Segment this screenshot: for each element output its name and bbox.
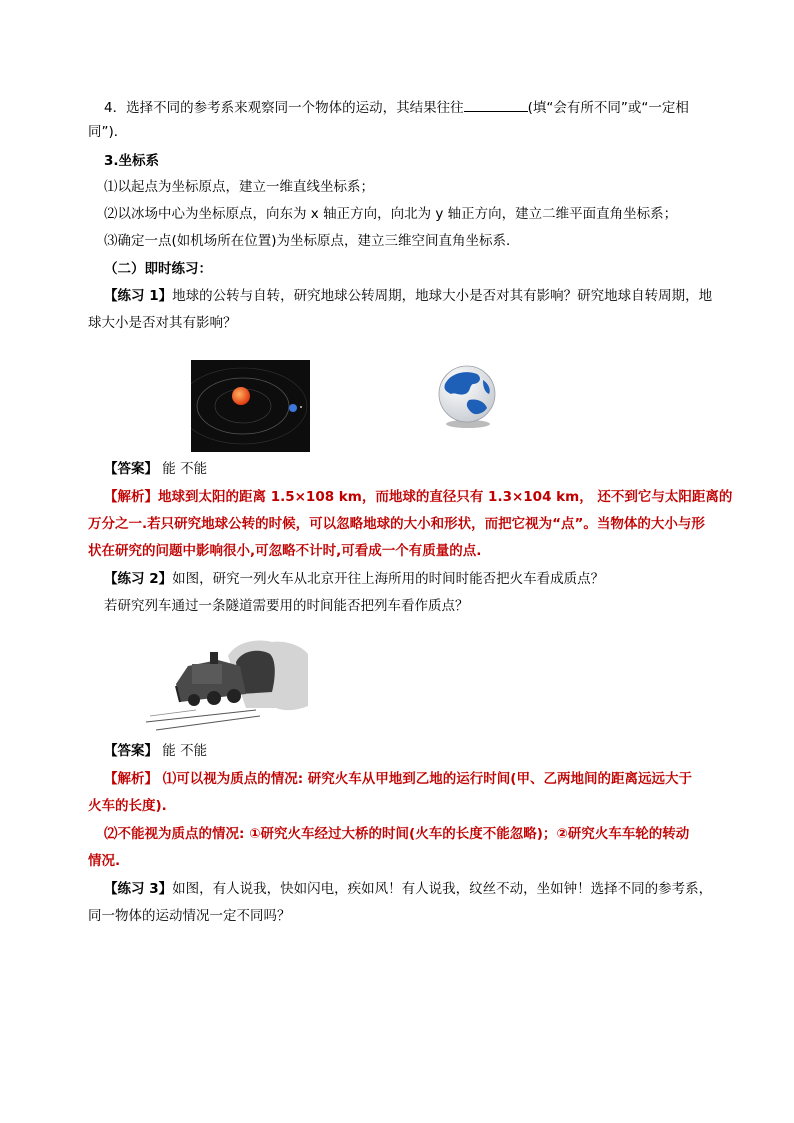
coord-p3: ⑶确定一点(如机场所在位置)为坐标原点，建立三维空间直角坐标系． [104, 233, 520, 249]
ex1-analysis-line2: 万分之一.若只研究地球公转的时候，可以忽略地球的大小和形状，而把它视为“点”。当物体的大小与形 [88, 516, 705, 532]
solar-system-figure [191, 360, 310, 452]
ex2-answer: 【答案】 能 不能 [104, 743, 208, 759]
ex1-answer: 【答案】 能 不能 [104, 461, 208, 477]
ex2-analysis-line1: 【解析】 ⑴可以视为质点的情况: 研究火车从甲地到乙地的运行时间(甲、乙两地间的距离远远大于 [104, 771, 692, 787]
ex1-question-line2: 球大小是否对其有影响？ [88, 315, 237, 331]
ex1-analysis-line3: 状在研究的问题中影响很小,可忽略不计时,可看成一个有质量的点. [88, 543, 482, 559]
ex2-analysis-line3: ⑵不能视为质点的情况: ①研究火车经过大桥的时间(火车的长度不能忽略)；②研究火车车轮的转动 [104, 826, 690, 842]
ex3-question-line1: 【练习 3】如图，有人说我，快如闪电，疾如风！有人说我，纹丝不动，坐如钟！选择不同的参考系， [104, 881, 713, 897]
coord-p2: ⑵以冰场中心为坐标原点，向东为 x 轴正方向，向北为 y 轴正方向，建立二维平面直角坐标系； [104, 206, 678, 222]
ex1-tag: 【练习 1】 [104, 288, 173, 304]
item4-line2: 同”)． [88, 124, 128, 140]
item4-line1: 4．选择不同的参考系来观察同一个物体的运动，其结果往往 (填“会有所不同”或“一定相 [104, 97, 689, 117]
train-tunnel-figure [136, 636, 310, 732]
ex2-analysis-line2: 火车的长度). [88, 798, 167, 814]
ex2-analysis-line4: 情况. [88, 853, 121, 869]
ex2-question-line1: 【练习 2】如图，研究一列火车从北京开往上海所用的时间时能否把火车看成质点？ [104, 571, 605, 587]
ex3-question-line2: 同一物体的运动情况一定不同吗？ [88, 908, 291, 924]
fill-in-blank [464, 97, 528, 112]
earth-globe-figure [433, 362, 501, 430]
section2-heading: （二）即时练习： [104, 261, 212, 277]
ex1-analysis-line1: 【解析】地球到太阳的距离 1.5×108 km，而地球的直径只有 1.3×104 km， 还不到它与太阳距离的 [104, 489, 733, 505]
ex2-question-line2: 若研究列车通过一条隧道需要用的时间能否把列车看作质点？ [104, 598, 469, 614]
coord-p1: ⑴以起点为坐标原点，建立一维直线坐标系； [104, 179, 374, 195]
ex1-question-line1: 【练习 1】地球的公转与自转，研究地球公转周期，地球大小是否对其有影响？研究地球自转周期，地 [104, 288, 713, 304]
coord-heading: 3.坐标系 [104, 153, 160, 169]
